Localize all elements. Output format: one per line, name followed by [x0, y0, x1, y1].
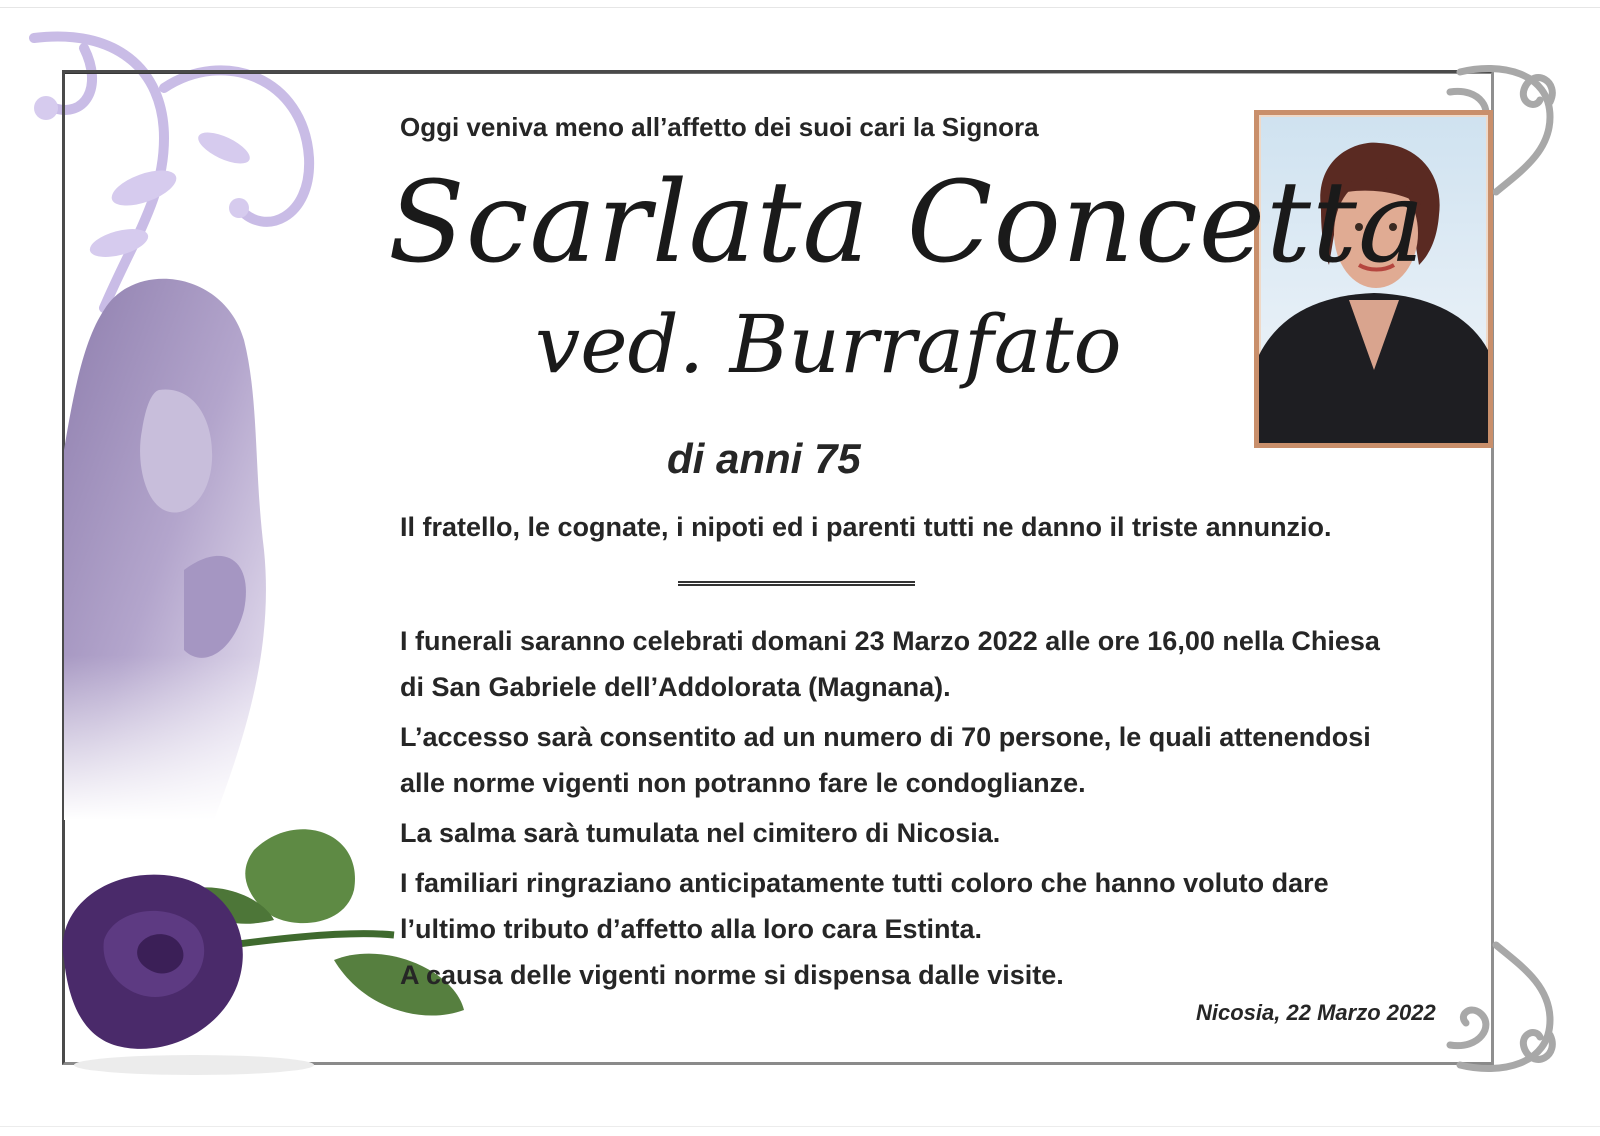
details-line: l’ultimo tributo d’affetto alla loro cara Estinta.	[400, 914, 983, 944]
details-line: A causa delle vigenti norme si dispensa dalle visite.	[400, 960, 1064, 990]
madonna-statue-image	[64, 270, 284, 820]
details-line: di San Gabriele dell’Addolorata (Magnana).	[400, 672, 951, 702]
age-line: di anni 75	[667, 435, 861, 482]
deceased-name: Scarlata Concetta	[388, 158, 1426, 288]
details-line: I familiari ringraziano anticipatamente tutti coloro che hanno voluto dare	[400, 868, 1329, 898]
funeral-details	[400, 618, 1460, 998]
bottom-edge-line	[0, 1126, 1600, 1127]
details-line: alle norme vigenti non potranno fare le condoglianze.	[400, 768, 1086, 798]
place-and-date: Nicosia, 22 Marzo 2022	[1196, 1000, 1436, 1025]
details-line: I funerali saranno celebrati domani 23 Marzo 2022 alle ore 16,00 nella Chiesa	[400, 626, 1380, 656]
details-line: L’accesso sarà consentito ad un numero di 70 persone, le quali attenendosi	[400, 722, 1371, 752]
details-line: La salma sarà tumulata nel cimitero di Nicosia.	[400, 818, 1001, 848]
announcement-line: Il fratello, le cognate, i nipoti ed i parenti tutti ne danno il triste annunzio.	[400, 512, 1332, 542]
intro-line: Oggi veniva meno all’affetto dei suoi cari la Signora	[400, 112, 1039, 142]
top-edge-line	[0, 7, 1600, 8]
double-divider	[678, 581, 915, 586]
widow-of-name: ved. Burrafato	[535, 298, 1122, 391]
